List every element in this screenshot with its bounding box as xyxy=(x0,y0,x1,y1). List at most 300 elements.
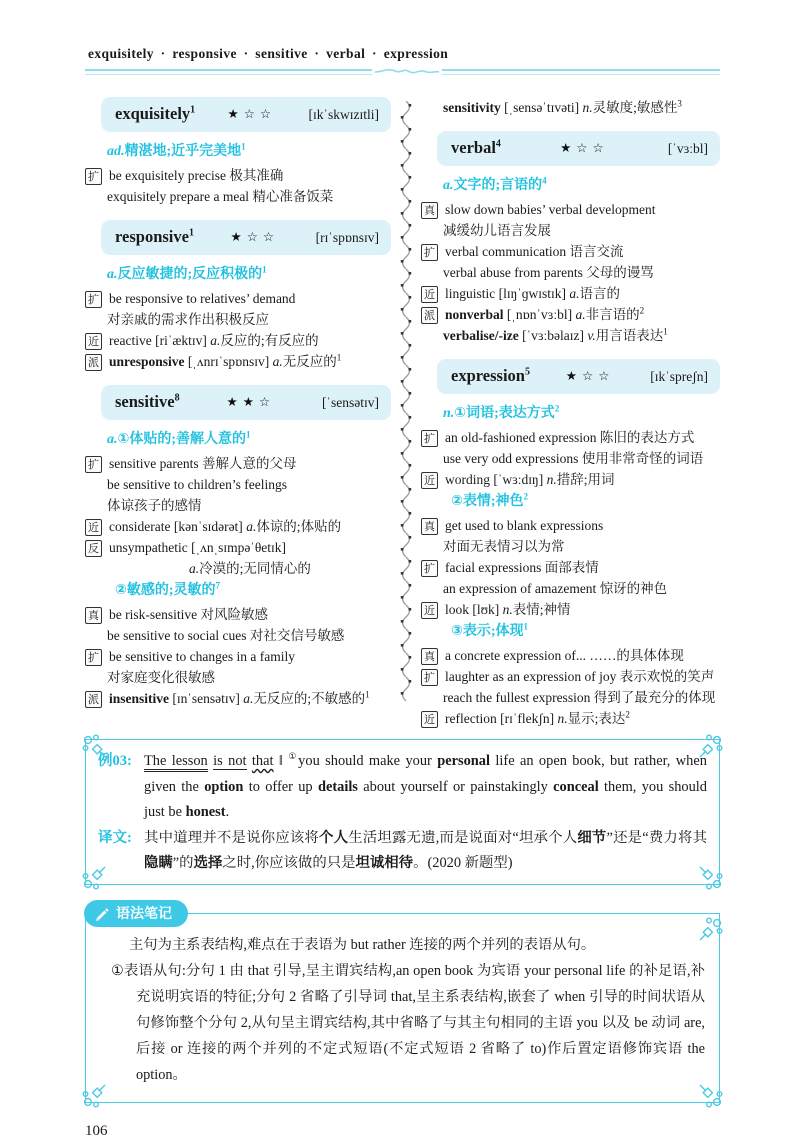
line-text xyxy=(107,667,215,688)
text-segment: be risk-sensitive xyxy=(109,607,201,622)
text-segment: ‖ xyxy=(273,753,289,769)
tag-近: 近 xyxy=(421,711,438,728)
text-segment: nonverbal xyxy=(445,307,507,322)
text-segment: ”还是“费力将其 xyxy=(606,829,707,846)
text-segment: ①体贴的;善解人意的 xyxy=(117,432,247,447)
text-segment: verbalise/-ize xyxy=(443,328,523,343)
text-segment: 其中道理并不是说你应该将 xyxy=(144,829,320,846)
tag-扩: 扩 xyxy=(421,560,438,577)
text-segment: 对风险敏感 xyxy=(200,607,268,622)
tag-真: 真 xyxy=(85,607,102,624)
text-segment: be responsive to relatives’ demand xyxy=(109,291,296,306)
line-text xyxy=(109,165,283,186)
headword-superscript: 5 xyxy=(524,366,530,378)
text-segment: 生活坦露无遗,而是说面对“坦承个人 xyxy=(348,829,578,846)
line-text xyxy=(443,536,565,557)
text-segment: a. xyxy=(210,333,221,348)
text-segment: 对亲戚的需求作出积极反应 xyxy=(107,312,269,327)
line-text xyxy=(445,599,571,620)
entry-header-responsive xyxy=(101,220,391,255)
corner-ornament-icon xyxy=(81,733,107,759)
headword: expression$^5$ xyxy=(451,366,530,385)
tag-扩: 扩 xyxy=(85,456,102,473)
entry-header-exquisitely xyxy=(101,97,391,132)
headword-superscript: 1 xyxy=(190,104,196,116)
text-segment: a. xyxy=(189,561,200,576)
line-text xyxy=(445,241,623,262)
text-segment: sensitivity xyxy=(443,100,505,115)
text-segment: slow down babies’ verbal development xyxy=(445,202,656,217)
entry-body xyxy=(421,175,720,346)
text-segment: 1 xyxy=(241,141,246,152)
text-segment: 无反应的;不敏感的 xyxy=(253,691,366,706)
text-segment: 精心准备饭菜 xyxy=(252,189,334,204)
vocab-columns xyxy=(85,97,720,729)
text-segment: 1 xyxy=(523,621,529,632)
vocab-line xyxy=(421,557,720,578)
vocab-line xyxy=(421,241,720,262)
line-text xyxy=(109,351,341,372)
text-segment: 坦诚相待 xyxy=(355,855,414,871)
text-segment: 个人 xyxy=(319,829,349,846)
page-number: 106 xyxy=(85,1122,108,1139)
vocab-line xyxy=(85,646,391,667)
corner-ornament-icon xyxy=(81,1083,107,1109)
line-text xyxy=(107,141,246,162)
text-segment: a. xyxy=(272,354,283,369)
entry-body xyxy=(421,97,720,118)
text-segment: an old-fashioned expression xyxy=(445,430,600,445)
text-segment: 表情;神情 xyxy=(512,602,571,617)
text-segment: wording xyxy=(445,472,494,487)
line-text xyxy=(443,262,654,283)
line-text xyxy=(443,220,551,241)
line-text xyxy=(109,604,268,625)
grammar-note-tab xyxy=(84,900,188,927)
text-segment: 措辞;用词 xyxy=(556,472,615,487)
tag-近: 近 xyxy=(421,472,438,489)
text-segment: 2 xyxy=(554,403,560,414)
text-segment: reactive xyxy=(109,333,156,348)
phonetic: [ˈsensətɪv] xyxy=(322,395,379,410)
line-text xyxy=(109,646,295,667)
phonetic: [ɪkˈspreʃn] xyxy=(650,369,708,384)
column-divider xyxy=(391,97,421,729)
text-segment: 1 xyxy=(336,352,342,363)
tag-派: 派 xyxy=(85,691,102,708)
grammar-para-1: 主句为主系表结构,难点在于表语为 but rather 连接的两个并列的表语从句。 xyxy=(129,936,596,953)
text-segment: use very odd expressions xyxy=(443,451,582,466)
header-rule xyxy=(85,69,720,75)
line-text xyxy=(445,304,644,325)
line-text xyxy=(109,453,296,474)
left-column xyxy=(85,97,391,729)
example-box xyxy=(85,739,720,885)
corner-ornament-icon xyxy=(698,865,724,891)
tag-近: 近 xyxy=(85,519,102,536)
text-segment: option xyxy=(204,778,244,795)
text-segment: sensitive parents xyxy=(109,456,202,471)
line-text xyxy=(107,186,333,207)
tag-扩: 扩 xyxy=(421,669,438,686)
text-segment: a concrete expression of... xyxy=(445,648,590,663)
text-segment: ……的具体体现 xyxy=(589,648,684,663)
vocab-line xyxy=(85,516,391,537)
text-segment: honest xyxy=(185,804,226,820)
text-segment: a. xyxy=(107,432,118,447)
text-segment: verbal communication xyxy=(445,244,570,259)
translation-label: 译文: xyxy=(98,829,132,846)
example-sentence-row xyxy=(98,749,707,826)
text-segment: personal xyxy=(437,753,491,769)
text-segment: [riˈæktɪv] xyxy=(155,333,211,348)
text-segment: them, you should just be xyxy=(144,778,707,820)
text-segment: 非言语的 xyxy=(585,307,640,322)
line-text xyxy=(443,97,682,118)
headword-superscript: 1 xyxy=(188,227,194,239)
text-segment: n. xyxy=(502,602,513,617)
tag-扩: 扩 xyxy=(85,168,102,185)
line-text xyxy=(445,645,684,666)
tag-真: 真 xyxy=(421,518,438,535)
text-segment: unresponsive xyxy=(109,354,188,369)
line-text xyxy=(107,625,344,646)
grammar-para-2: ①表语从句:分句 1 由 that 引导,呈主谓宾结构,an open book 为宾语 your personal life 的补足语,补充说明宾语的特征;分句 2 省略了引导词 that,呈主系表结构,嵌套了 when 引导的时间状语从句修饰整个分句 2,从句呈主谓宾结构,其中省略了与其主句相同的主语 you 以及 be 动词 are,后接 or 连接的两个并列的不定式短语(不定式短语 2 省略了 to)作后置定语修饰宾语 the option。 xyxy=(111,962,705,1083)
text-segment: ①词语;表达方式 xyxy=(454,406,555,421)
example-translation xyxy=(144,826,707,877)
text-segment: 7 xyxy=(215,580,221,591)
text-segment: ②表情;神色 xyxy=(451,494,524,509)
text-segment: [ˌʌnrɪˈspɒnsɪv] xyxy=(187,354,273,369)
text-segment: 体谅孩子的感情 xyxy=(107,498,202,513)
text-segment: verbal abuse from parents xyxy=(443,265,587,280)
text-segment: The lesson xyxy=(144,753,208,772)
definition-line xyxy=(85,429,391,450)
vocab-line xyxy=(421,708,720,729)
vocab-line xyxy=(85,667,391,688)
text-segment: reflection xyxy=(445,711,501,726)
tag-扩: 扩 xyxy=(421,430,438,447)
vocab-line xyxy=(421,97,720,118)
text-segment: n. xyxy=(582,100,593,115)
text-segment: 极其准确 xyxy=(229,168,284,183)
text-segment: is not xyxy=(213,753,247,769)
headword-superscript: 8 xyxy=(174,392,180,404)
vocab-line xyxy=(421,448,720,469)
grammar-note-title: 语法笔记 xyxy=(116,906,172,922)
entry-body xyxy=(85,429,391,709)
text-segment: 对社交信号敏感 xyxy=(249,628,345,643)
text-segment: 2 xyxy=(523,491,529,502)
text-segment: 灵敏度;敏感性 xyxy=(592,100,678,115)
text-segment: 减缓幼儿语言发展 xyxy=(443,223,551,238)
line-text xyxy=(445,666,714,687)
text-segment: that xyxy=(251,753,274,769)
text-segment: be sensitive to changes in a family xyxy=(109,649,295,664)
line-text xyxy=(107,309,269,330)
header-keywords: exquisitely · responsive · sensitive · verbal · expression xyxy=(88,46,449,61)
tag-真: 真 xyxy=(421,648,438,665)
text-segment: 反应敏捷的;反应积极的 xyxy=(117,267,263,282)
line-text xyxy=(445,515,603,536)
vocab-line xyxy=(85,474,391,495)
text-segment: 1 xyxy=(262,264,267,275)
phonetic: [ɪkˈskwɪzɪtli] xyxy=(308,107,379,122)
text-segment: 4 xyxy=(542,175,547,186)
text-segment: ad. xyxy=(107,144,125,159)
vocab-line xyxy=(85,604,391,625)
tag-扩: 扩 xyxy=(421,244,438,261)
text-segment: you should make your xyxy=(298,753,438,769)
line-text xyxy=(189,558,311,579)
text-segment: details xyxy=(317,778,358,795)
text-segment: ③表示;体现 xyxy=(451,624,524,639)
text-segment: [ˌnɒnˈvɜːbl] xyxy=(506,307,576,322)
text-segment: 3 xyxy=(677,98,682,109)
phonetic: [rɪˈspɒnsɪv] xyxy=(315,230,379,245)
line-text xyxy=(445,708,630,729)
text-segment: be exquisitely precise xyxy=(109,168,230,183)
text-segment: [rɪˈflekʃn] xyxy=(500,711,558,726)
text-segment: 无反应的 xyxy=(282,354,337,369)
vocab-line xyxy=(85,453,391,474)
difficulty-stars: ★★☆ xyxy=(226,395,276,409)
text-segment: 语言交流 xyxy=(569,244,624,259)
vocab-line xyxy=(85,351,391,372)
vocab-line xyxy=(85,558,391,579)
pen-icon xyxy=(94,906,109,921)
vocab-line xyxy=(421,199,720,220)
vocab-line xyxy=(421,283,720,304)
line-text xyxy=(445,427,694,448)
text-segment: 体谅的;体贴的 xyxy=(256,519,342,534)
headword: verbal$^4$ xyxy=(451,138,501,157)
example-english xyxy=(144,749,707,826)
tag-扩: 扩 xyxy=(85,649,102,666)
corner-ornament-icon xyxy=(698,733,724,759)
vocab-line xyxy=(85,309,391,330)
line-text xyxy=(107,474,287,495)
text-segment: 显示;表达 xyxy=(567,711,626,726)
subsense-line xyxy=(85,580,391,601)
text-segment: 表示欢悦的笑声 xyxy=(619,669,715,684)
text-segment: get used to blank expressions xyxy=(445,518,604,533)
line-text xyxy=(445,557,599,578)
vocab-line xyxy=(85,537,391,558)
text-segment: 对面无表情习以为常 xyxy=(443,539,565,554)
vocab-line xyxy=(85,186,391,207)
text-segment: v. xyxy=(587,328,596,343)
line-text xyxy=(109,688,370,709)
text-segment: [ˌsensəˈtɪvəti] xyxy=(504,100,583,115)
text-segment: 得到了最充分的体现 xyxy=(593,690,716,705)
text-segment: about yourself or painstakingly xyxy=(357,778,554,795)
text-segment: 1 xyxy=(365,689,370,700)
line-text xyxy=(443,325,668,346)
line-text xyxy=(445,469,614,490)
vocab-line xyxy=(85,165,391,186)
entry-body xyxy=(85,141,391,207)
entry-header-expression xyxy=(437,359,720,394)
text-segment: 面部表情 xyxy=(544,560,599,575)
text-segment: a. xyxy=(243,691,254,706)
text-segment: unsympathetic xyxy=(109,540,192,555)
text-segment: be sensitive to social cues xyxy=(107,628,250,643)
text-segment: 冷漠的;无同情心的 xyxy=(199,561,311,576)
difficulty-stars: ★☆☆ xyxy=(560,141,609,155)
text-segment: ① xyxy=(288,751,299,762)
text-segment: n. xyxy=(557,711,568,726)
vocab-line xyxy=(421,687,720,708)
line-text xyxy=(107,264,267,285)
difficulty-stars: ★☆☆ xyxy=(227,107,277,121)
text-segment: a. xyxy=(569,286,580,301)
entry-header-verbal xyxy=(437,131,720,166)
text-segment: 对家庭变化很敏感 xyxy=(107,670,215,685)
text-segment: 隐瞒 xyxy=(144,855,173,871)
page-header xyxy=(85,46,720,75)
text-segment: linguistic xyxy=(445,286,499,301)
vocab-line xyxy=(85,495,391,516)
squiggle-icon xyxy=(372,65,442,83)
vocab-line xyxy=(85,625,391,646)
text-segment: 之时,你应该做的只是 xyxy=(222,855,356,871)
vocab-line xyxy=(421,645,720,666)
text-segment: n. xyxy=(546,472,557,487)
right-column xyxy=(421,97,720,729)
line-text xyxy=(109,330,319,351)
line-text xyxy=(107,495,202,516)
vocab-line xyxy=(421,262,720,283)
text-segment: a. xyxy=(107,267,118,282)
line-text xyxy=(445,199,655,220)
line-text xyxy=(107,429,251,450)
text-segment: an expression of amazement xyxy=(443,581,600,596)
text-segment: a. xyxy=(443,178,454,193)
line-text xyxy=(443,403,559,424)
entry-body xyxy=(421,403,720,729)
text-segment: 1 xyxy=(663,326,668,337)
text-segment: ”的 xyxy=(172,855,194,871)
line-text xyxy=(443,175,547,196)
tag-真: 真 xyxy=(421,202,438,219)
line-text xyxy=(109,516,341,537)
text-segment: [ˈwɜːdɪŋ] xyxy=(493,472,547,487)
text-segment: [lɪŋˈɡwɪstɪk] xyxy=(498,286,570,301)
definition-line xyxy=(421,403,720,424)
tag-派: 派 xyxy=(421,307,438,324)
text-segment: reach the fullest expression xyxy=(443,690,594,705)
text-segment: 父母的谩骂 xyxy=(586,265,654,280)
subsense-line xyxy=(421,491,720,512)
vocab-line xyxy=(421,536,720,557)
text-segment: to offer up xyxy=(243,778,318,795)
text-segment: 文字的;言语的 xyxy=(453,178,543,193)
text-segment: [ˌʌnˌsɪmpəˈθetɪk] xyxy=(191,540,287,555)
text-segment: [ˈvɜːbəlaɪz] xyxy=(522,328,588,343)
text-segment: considerate xyxy=(109,519,174,534)
headword: sensitive$^8$ xyxy=(115,392,180,411)
example-translation-row xyxy=(98,826,707,877)
vocab-line xyxy=(421,515,720,536)
line-text xyxy=(451,621,528,642)
vocab-line xyxy=(421,666,720,687)
text-segment: look xyxy=(445,602,473,617)
tag-近: 近 xyxy=(421,602,438,619)
vocab-line xyxy=(421,304,720,325)
tag-近: 近 xyxy=(85,333,102,350)
grammar-note-box xyxy=(85,906,720,1103)
text-segment: laughter as an expression of joy xyxy=(445,669,620,684)
vocab-line xyxy=(85,288,391,309)
text-segment: insensitive xyxy=(109,691,173,706)
text-segment: 选择 xyxy=(193,855,223,871)
text-segment: 1 xyxy=(246,429,251,440)
line-text xyxy=(451,491,528,512)
headword: exquisitely$^1$ xyxy=(115,104,196,123)
text-segment: be sensitive to children’s feelings xyxy=(107,477,287,492)
vocab-line xyxy=(421,578,720,599)
tag-扩: 扩 xyxy=(85,291,102,308)
corner-ornament-icon xyxy=(698,1083,724,1109)
text-segment: . xyxy=(225,804,230,820)
line-text xyxy=(115,580,220,601)
definition-line xyxy=(85,264,391,285)
tag-派: 派 xyxy=(85,354,102,371)
headword: responsive$^1$ xyxy=(115,227,194,246)
corner-ornament-icon xyxy=(698,916,724,942)
difficulty-stars: ★☆☆ xyxy=(230,230,280,244)
text-segment: n. xyxy=(443,406,455,421)
phonetic: [ˈvɜːbl] xyxy=(667,141,708,156)
divider-squiggle-icon xyxy=(399,101,413,701)
vocab-line xyxy=(421,427,720,448)
text-segment: facial expressions xyxy=(445,560,545,575)
line-text xyxy=(445,283,620,304)
definition-line xyxy=(85,141,391,162)
vocab-line xyxy=(85,688,391,709)
headword-superscript: 4 xyxy=(495,138,501,150)
line-text xyxy=(443,687,715,708)
entry-body xyxy=(85,264,391,372)
subsense-line xyxy=(421,621,720,642)
text-segment: conceal xyxy=(553,778,599,795)
line-text xyxy=(443,448,703,469)
text-segment: 使用非常奇怪的词语 xyxy=(581,451,704,466)
text-segment: [kənˈsɪdərət] xyxy=(173,519,247,534)
text-segment: 用言语表达 xyxy=(595,328,664,343)
example-label: 例03: xyxy=(98,753,132,769)
corner-ornament-icon xyxy=(81,865,107,891)
text-segment: 2 xyxy=(639,305,645,316)
text-segment: 精湛地;近乎完美地 xyxy=(124,144,242,159)
line-text xyxy=(109,537,286,558)
difficulty-stars: ★☆☆ xyxy=(565,369,615,383)
text-segment: 善解人意的父母 xyxy=(201,456,297,471)
text-segment: [lʊk] xyxy=(472,602,503,617)
vocab-line xyxy=(421,599,720,620)
text-segment: a. xyxy=(246,519,257,534)
tag-反: 反 xyxy=(85,540,102,557)
vocab-line xyxy=(421,325,720,346)
grammar-note-body xyxy=(86,914,719,1102)
text-segment: 2 xyxy=(625,709,630,720)
tag-近: 近 xyxy=(421,286,438,303)
line-text xyxy=(109,288,295,309)
text-segment: [ɪnˈsensətɪv] xyxy=(172,691,244,706)
entry-header-sensitive xyxy=(101,385,391,420)
vocab-line xyxy=(85,330,391,351)
